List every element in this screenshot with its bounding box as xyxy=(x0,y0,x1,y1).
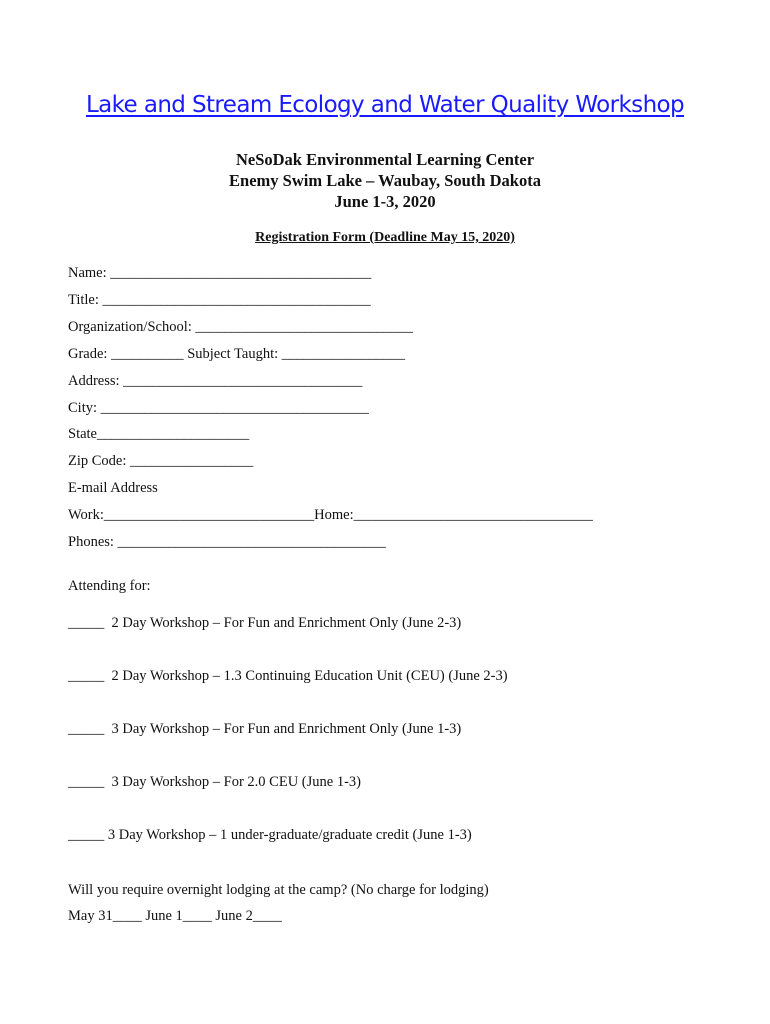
registration-form-heading: Registration Form (Deadline May 15, 2020) xyxy=(255,230,515,245)
location: Enemy Swim Lake – Waubay, South Dakota xyxy=(229,171,541,190)
phones-field[interactable]: Phones: _____________________________________ xyxy=(68,534,386,550)
attending-option[interactable]: _____ 3 Day Workshop – 1 under-graduate/graduate credit (June 1-3) xyxy=(68,827,472,843)
organization-field[interactable]: Organization/School: ______________________________ xyxy=(68,319,413,335)
email-label: E-mail Address xyxy=(68,480,158,496)
attending-label: Attending for: xyxy=(68,578,151,594)
lodging-question: Will you require overnight lodging at the camp? (No charge for lodging) xyxy=(68,882,489,898)
attending-option[interactable]: _____ 2 Day Workshop – For Fun and Enrichment Only (June 2-3) xyxy=(68,615,462,631)
attending-option[interactable]: _____ 2 Day Workshop – 1.3 Continuing Education Unit (CEU) (June 2-3) xyxy=(68,668,508,684)
grade-subject-field[interactable]: Grade: __________ Subject Taught: _________________ xyxy=(68,346,406,362)
state-field[interactable]: State_____________________ xyxy=(68,426,250,442)
name-field[interactable]: Name: ____________________________________ xyxy=(68,265,372,281)
title-field[interactable]: Title: _____________________________________ xyxy=(68,292,371,308)
attending-option[interactable]: _____ 3 Day Workshop – For Fun and Enrichment Only (June 1-3) xyxy=(68,721,462,737)
city-field[interactable]: City: _____________________________________ xyxy=(68,400,369,416)
address-field[interactable]: Address: _________________________________ xyxy=(68,373,363,389)
document-title: Lake and Stream Ecology and Water Quality Workshop xyxy=(85,92,685,118)
lodging-days-field[interactable]: May 31____ June 1____ June 2____ xyxy=(68,908,282,924)
work-home-field[interactable]: Work:_____________________________Home:_________________________________ xyxy=(68,507,593,523)
attending-option[interactable]: _____ 3 Day Workshop – For 2.0 CEU (June 1-3) xyxy=(68,774,361,790)
workshop-dates: June 1-3, 2020 xyxy=(334,192,436,211)
center-name: NeSoDak Environmental Learning Center xyxy=(235,150,535,169)
zip-field[interactable]: Zip Code: _________________ xyxy=(68,453,254,469)
